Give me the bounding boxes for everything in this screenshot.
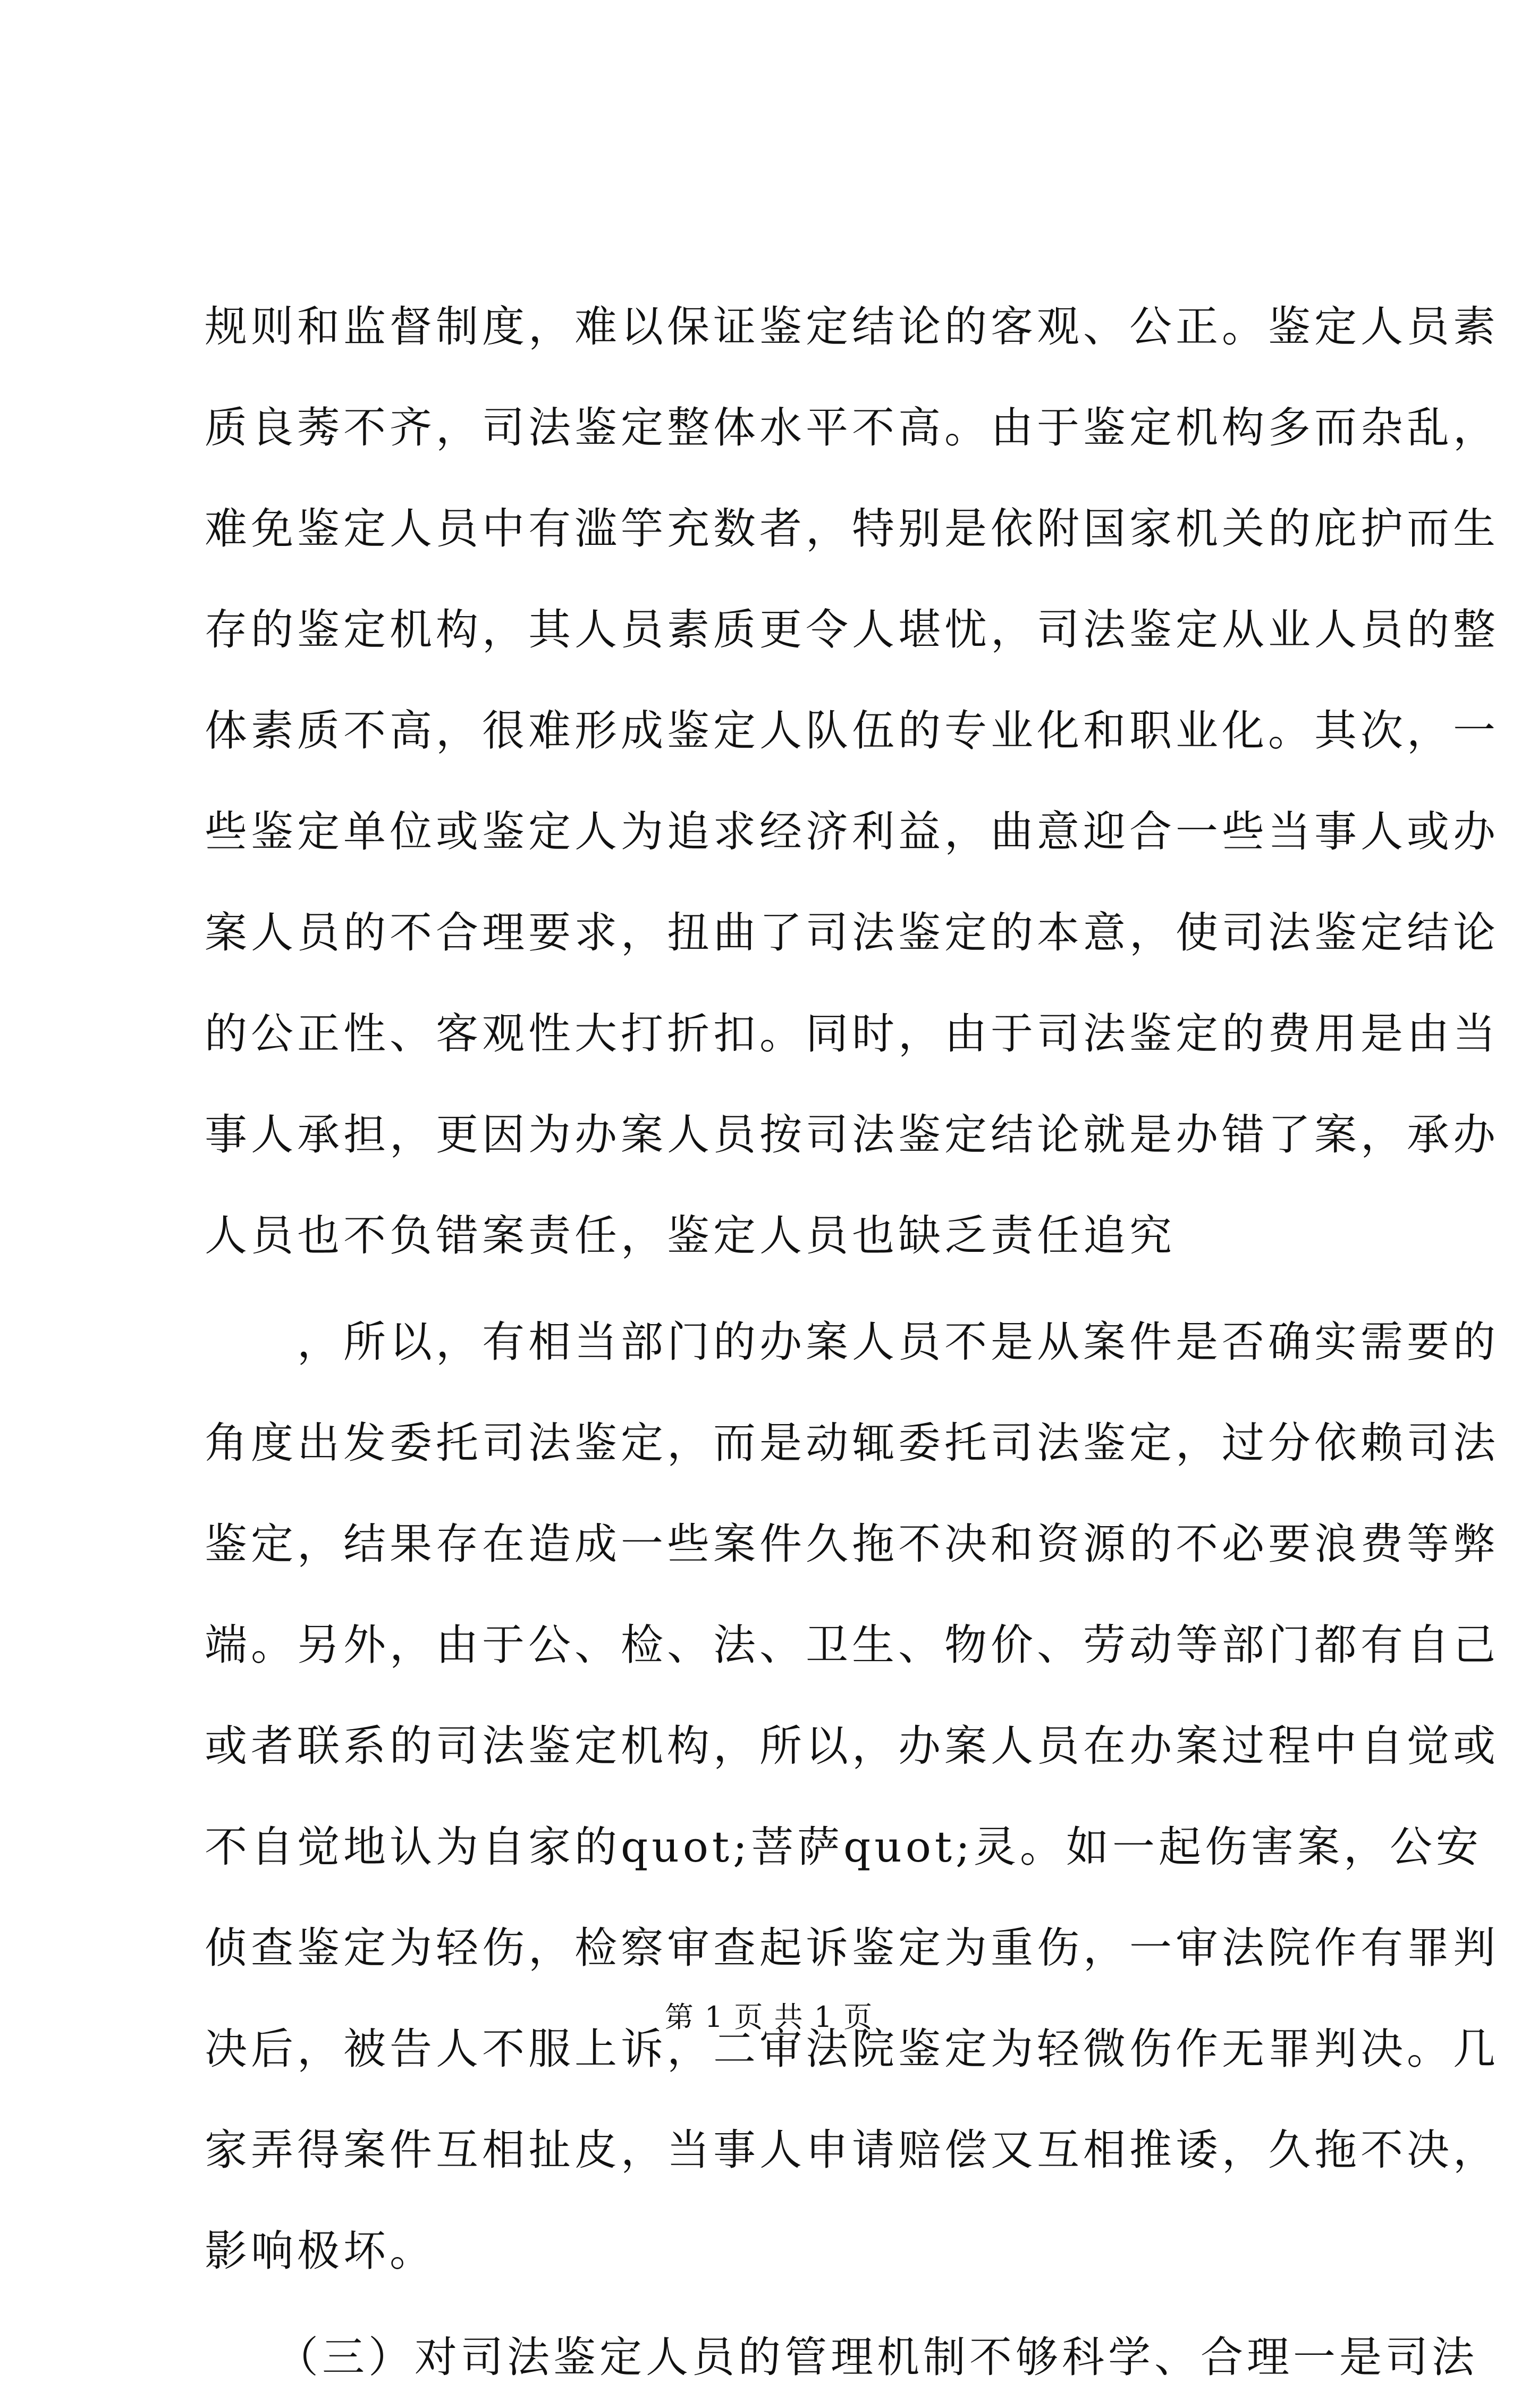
text-line: 难免鉴定人员中有滥竽充数者，特别是依附国家机关的庇护而生 (205, 504, 1499, 553)
text-line: 体素质不高，很难形成鉴定人队伍的专业化和职业化。其次，一 (205, 706, 1499, 755)
text-line: 质良莠不齐，司法鉴定整体水平不高。由于鉴定机构多而杂乱， (205, 403, 1499, 452)
text-line: 角度出发委托司法鉴定，而是动辄委托司法鉴定，过分依赖司法 (205, 1418, 1499, 1468)
text-line: 家弄得案件互相扯皮，当事人申请赔偿又互相推诿，久拖不决， (205, 2125, 1499, 2175)
text-line: 些鉴定单位或鉴定人为追求经济利益，曲意迎合一些当事人或办 (205, 807, 1499, 856)
document-body (205, 276, 1499, 2408)
text-line: 事人承担，更因为办案人员按司法鉴定结论就是办错了案，承办 (205, 1110, 1499, 1159)
text-line: 决后，被告人不服上诉，二审法院鉴定为轻微伤作无罪判决。几 (205, 2024, 1499, 2074)
text-line: 不自觉地认为自家的quot;菩萨quot;灵。如一起伤害案，公安 (205, 1822, 1482, 1872)
text-line: 影响极坏。 (205, 2226, 436, 2276)
text-line: 鉴定，结果存在造成一些案件久拖不决和资源的不必要浪费等弊 (205, 1519, 1499, 1569)
text-line: 的公正性、客观性大打折扣。同时，由于司法鉴定的费用是由当 (205, 1009, 1499, 1058)
text-line: 案人员的不合理要求，扭曲了司法鉴定的本意，使司法鉴定结论 (205, 908, 1499, 957)
text-line: 存的鉴定机构，其人员素质更令人堪忧，司法鉴定从业人员的整 (205, 605, 1499, 654)
text-line: ，所以，有相当部门的办案人员不是从案件是否确实需要的 (205, 1317, 1499, 1367)
text-line: （三）对司法鉴定人员的管理机制不够科学、合理一是司法 (205, 2333, 1478, 2382)
paragraph-gap (205, 1286, 1342, 1292)
page-number-footer: 第 1 页 共 1 页 (664, 2000, 874, 2034)
text-line: 人员也不负错案责任，鉴定人员也缺乏责任追究 (205, 1211, 1176, 1260)
paragraph-gap (205, 2302, 1342, 2307)
text-line: 规则和监督制度，难以保证鉴定结论的客观、公正。鉴定人员素 (205, 302, 1499, 351)
text-line: 或者联系的司法鉴定机构，所以，办案人员在办案过程中自觉或 (205, 1721, 1499, 1771)
text-line: 侦查鉴定为轻伤，检察审查起诉鉴定为重伤，一审法院作有罪判 (205, 1923, 1499, 1973)
text-line: 端。另外，由于公、检、法、卫生、物价、劳动等部门都有自己 (205, 1620, 1499, 1670)
